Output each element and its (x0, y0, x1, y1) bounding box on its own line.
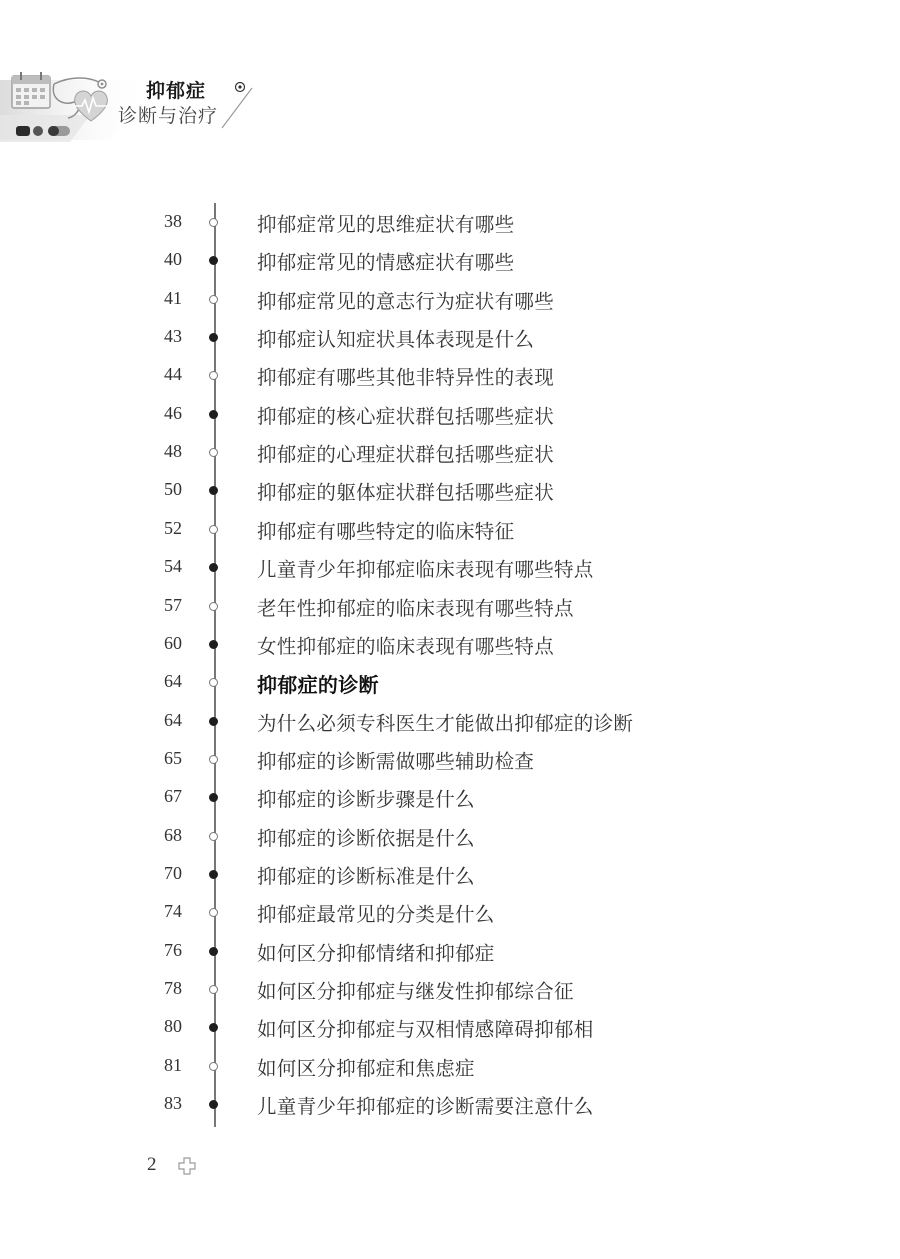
medical-cross-icon (178, 1157, 196, 1175)
toc-entry[interactable] (0, 893, 900, 931)
toc-entry-title: 抑郁症的诊断步骤是什么 (257, 788, 475, 812)
toc-entry-title: 儿童青少年抑郁症临床表现有哪些特点 (257, 558, 594, 582)
filled-dot-icon (209, 793, 218, 802)
hollow-dot-icon (209, 755, 218, 764)
toc-page-number: 46 (164, 402, 182, 423)
toc-page-number: 65 (164, 747, 182, 768)
toc-entry-title: 抑郁症的心理症状群包括哪些症状 (257, 443, 555, 467)
hollow-dot-icon (209, 525, 218, 534)
toc-entry-title: 抑郁症认知症状具体表现是什么 (257, 328, 535, 352)
toc-page-number: 48 (164, 441, 182, 462)
toc-page-number: 44 (164, 364, 182, 385)
toc-entry[interactable] (0, 970, 900, 1008)
filled-dot-icon (209, 947, 218, 956)
filled-dot-icon (209, 870, 218, 879)
toc-entry[interactable] (0, 1047, 900, 1085)
filled-dot-icon (209, 563, 218, 572)
toc-page-number: 60 (164, 632, 182, 653)
toc-entry[interactable] (0, 932, 900, 970)
toc-entry-title: 抑郁症常见的情感症状有哪些 (257, 251, 515, 275)
toc-entry-title: 如何区分抑郁症与双相情感障碍抑郁相 (257, 1018, 594, 1042)
filled-dot-icon (209, 333, 218, 342)
toc-entry[interactable] (0, 280, 900, 318)
toc-page-number: 64 (164, 709, 182, 730)
running-header (0, 60, 270, 160)
toc-page-number: 38 (164, 211, 182, 231)
toc-page-number: 57 (164, 594, 182, 615)
toc-entry[interactable] (0, 740, 900, 778)
hollow-dot-icon (209, 1062, 218, 1071)
hollow-dot-icon (209, 218, 218, 227)
toc-page-number: 40 (164, 249, 182, 270)
toc-page-number: 78 (164, 978, 182, 998)
hollow-dot-icon (209, 295, 218, 304)
filled-dot-icon (209, 486, 218, 495)
toc-entry-title: 抑郁症的诊断需做哪些辅助检查 (257, 749, 535, 773)
heart-icon (72, 88, 110, 124)
toc-entry-title: 抑郁症的诊断依据是什么 (257, 826, 475, 850)
toc-section-title: 抑郁症的诊断 (257, 673, 379, 698)
toc-entry-title: 抑郁症常见的思维症状有哪些 (257, 213, 515, 236)
toc-entry[interactable] (0, 318, 900, 356)
toc-entry-title: 抑郁症的诊断标准是什么 (257, 864, 475, 888)
toc-entry-title: 抑郁症最常见的分类是什么 (257, 903, 495, 927)
hollow-dot-icon (209, 908, 218, 917)
toc-entry-title: 抑郁症的躯体症状群包括哪些症状 (257, 481, 555, 505)
toc-entry-title: 抑郁症常见的意志行为症状有哪些 (257, 289, 555, 313)
toc-entry[interactable] (0, 625, 900, 663)
target-dot-icon (234, 81, 246, 93)
toc-entry[interactable] (0, 1008, 900, 1046)
toc-page-number: 80 (164, 1016, 182, 1037)
toc-page-number: 76 (164, 939, 182, 960)
toc-entry-title: 儿童青少年抑郁症的诊断需要注意什么 (257, 1095, 594, 1119)
toc-page-number: 50 (164, 479, 182, 500)
toc-entry[interactable] (0, 356, 900, 394)
toc-entry[interactable] (0, 817, 900, 855)
toc-entry[interactable] (0, 510, 900, 548)
book-title: 抑郁症 (146, 80, 207, 102)
hollow-dot-icon (209, 678, 218, 687)
filled-dot-icon (209, 640, 218, 649)
hollow-dot-icon (209, 602, 218, 611)
toc-entry[interactable] (0, 203, 900, 241)
toc-page-number: 64 (164, 671, 182, 692)
toc-entry-title: 如何区分抑郁症与继发性抑郁综合征 (257, 980, 574, 1003)
toc-page-number: 70 (164, 862, 182, 883)
toc-page-number: 54 (164, 556, 182, 577)
toc-entry[interactable] (0, 241, 900, 279)
toc-entry[interactable] (0, 395, 900, 433)
book-subtitle: 诊断与治疗 (118, 105, 219, 127)
toc-entry[interactable] (0, 855, 900, 893)
toc-entry-title: 如何区分抑郁症和焦虑症 (257, 1056, 475, 1080)
pill-icon (14, 120, 74, 140)
filled-dot-icon (209, 1100, 218, 1109)
toc-page-number: 41 (164, 287, 182, 308)
hollow-dot-icon (209, 371, 218, 380)
toc-entry-title: 抑郁症有哪些特定的临床特征 (257, 519, 515, 543)
calendar-icon (10, 70, 54, 110)
toc-entry[interactable] (0, 702, 900, 740)
hollow-dot-icon (209, 985, 218, 994)
toc-page-number: 81 (164, 1054, 182, 1075)
hollow-dot-icon (209, 448, 218, 457)
toc-page-number: 52 (164, 517, 182, 538)
toc-entry-title: 老年性抑郁症的临床表现有哪些特点 (257, 596, 574, 620)
filled-dot-icon (209, 1023, 218, 1032)
toc-page-number: 67 (164, 786, 182, 807)
toc-entry[interactable] (0, 548, 900, 586)
filled-dot-icon (209, 717, 218, 726)
toc-entry[interactable] (0, 778, 900, 816)
toc-page-number: 83 (164, 1093, 182, 1114)
toc-entry[interactable] (0, 433, 900, 471)
toc-entry[interactable] (0, 587, 900, 625)
toc-entry-title: 抑郁症的核心症状群包括哪些症状 (257, 404, 555, 428)
filled-dot-icon (209, 410, 218, 419)
page-number: 2 (147, 1154, 157, 1175)
toc-page-number: 74 (164, 901, 182, 922)
filled-dot-icon (209, 256, 218, 265)
toc-page-number: 68 (164, 824, 182, 845)
hollow-dot-icon (209, 832, 218, 841)
toc-entry-title: 为什么必须专科医生才能做出抑郁症的诊断 (257, 711, 634, 735)
toc-entry[interactable] (0, 471, 900, 509)
toc-entry-title: 如何区分抑郁情绪和抑郁症 (257, 941, 495, 965)
toc-entry[interactable] (0, 1085, 900, 1123)
toc-page-number: 43 (164, 326, 182, 347)
toc-entry-title: 抑郁症有哪些其他非特异性的表现 (257, 366, 555, 390)
toc-entry-title: 女性抑郁症的临床表现有哪些特点 (257, 634, 555, 658)
toc-section-heading[interactable] (0, 663, 900, 701)
